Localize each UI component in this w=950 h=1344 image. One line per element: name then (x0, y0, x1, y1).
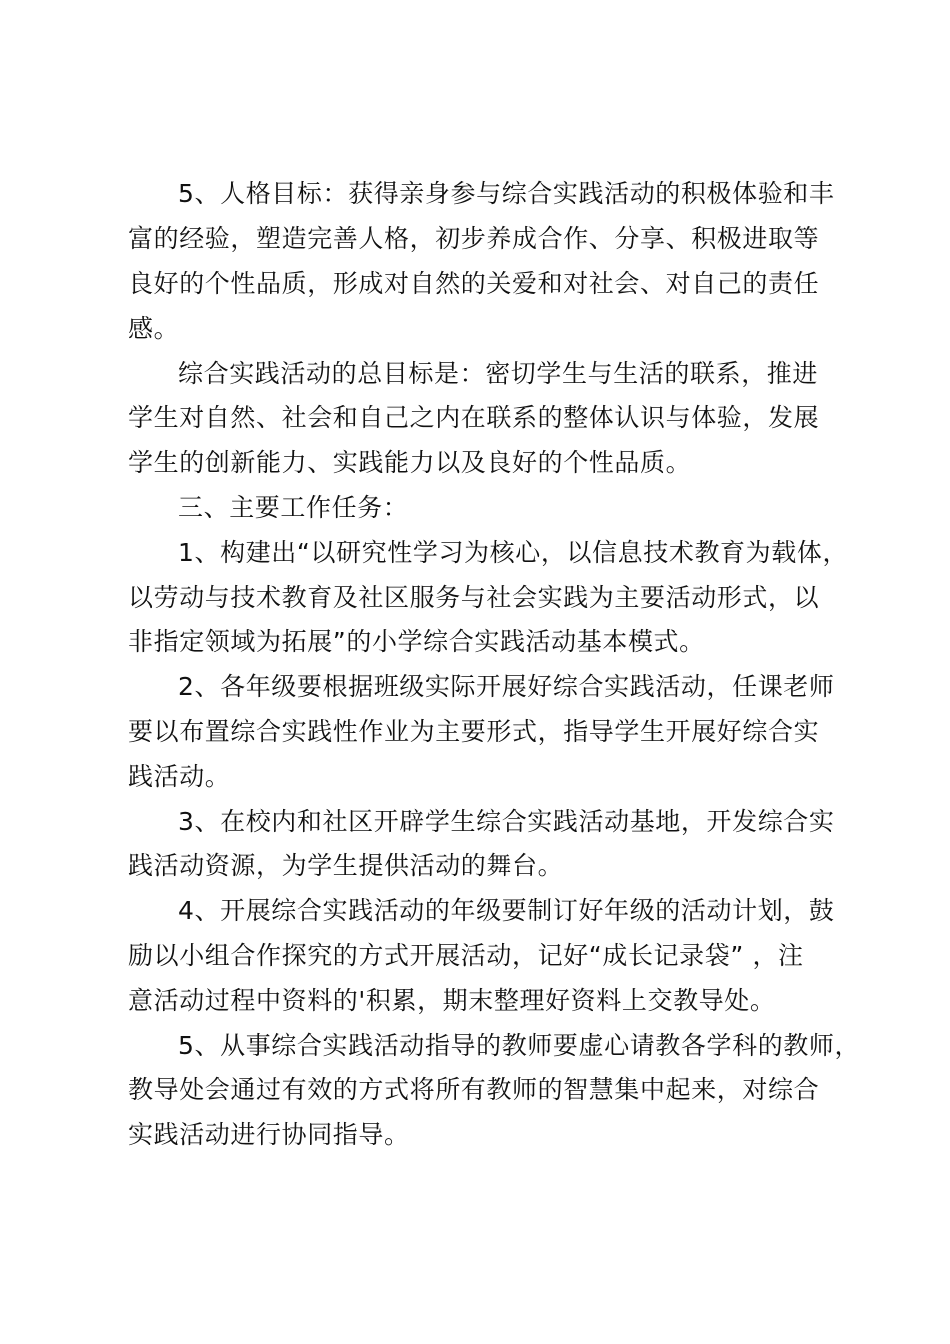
paragraph-personality-goal-line-4: 感。 (128, 314, 180, 343)
paragraph-task-5-line-1: 5、从事综合实践活动指导的教师要虚心请教各学科的教师， (178, 1031, 861, 1060)
paragraph-task-3-line-1: 3、在校内和社区开辟学生综合实践活动基地，开发综合实 (178, 807, 835, 836)
paragraph-task-5-line-3: 实践活动进行协同指导。 (128, 1120, 410, 1149)
paragraph-task-5-line-2: 教导处会通过有效的方式将所有教师的智慧集中起来，对综合 (128, 1075, 820, 1104)
paragraph-overall-goal-line-3: 学生的创新能力、实践能力以及良好的个性品质。 (128, 448, 692, 477)
paragraph-personality-goal-line-2: 富的经验，塑造完善人格，初步养成合作、分享、积极进取等 (128, 224, 820, 253)
paragraph-overall-goal-line-2: 学生对自然、社会和自己之内在联系的整体认识与体验，发展 (128, 403, 820, 432)
paragraph-task-3-line-2: 践活动资源，为学生提供活动的舞台。 (128, 851, 564, 880)
paragraph-task-2-line-1: 2、各年级要根据班级实际开展好综合实践活动，任课老师 (178, 672, 835, 701)
paragraph-overall-goal-line-1: 综合实践活动的总目标是：密切学生与生活的联系，推进 (178, 359, 819, 388)
paragraph-personality-goal-line-1: 5、人格目标：获得亲身参与综合实践活动的积极体验和丰 (178, 179, 835, 208)
paragraph-task-4-line-2: 励以小组合作探究的方式开展活动，记好“成长记录袋” ，注 (128, 941, 804, 970)
paragraph-task-1-line-1: 1、构建出“以研究性学习为核心，以信息技术教育为载体， (178, 538, 849, 567)
section-heading-main-tasks: 三、主要工作任务： (178, 493, 409, 522)
paragraph-task-2-line-3: 践活动。 (128, 762, 231, 791)
paragraph-task-1-line-2: 以劳动与技术教育及社区服务与社会实践为主要活动形式，以 (128, 583, 820, 612)
paragraph-task-4-line-1: 4、开展综合实践活动的年级要制订好年级的活动计划，鼓 (178, 896, 835, 925)
paragraph-task-4-line-3: 意活动过程中资料的'积累，期末整理好资料上交教导处。 (128, 986, 776, 1015)
paragraph-personality-goal-line-3: 良好的个性品质，形成对自然的关爱和对社会、对自己的责任 (128, 269, 820, 298)
paragraph-task-1-line-3: 非指定领域为拓展”的小学综合实践活动基本模式。 (128, 627, 705, 656)
paragraph-task-2-line-2: 要以布置综合实践性作业为主要形式，指导学生开展好综合实 (128, 717, 820, 746)
